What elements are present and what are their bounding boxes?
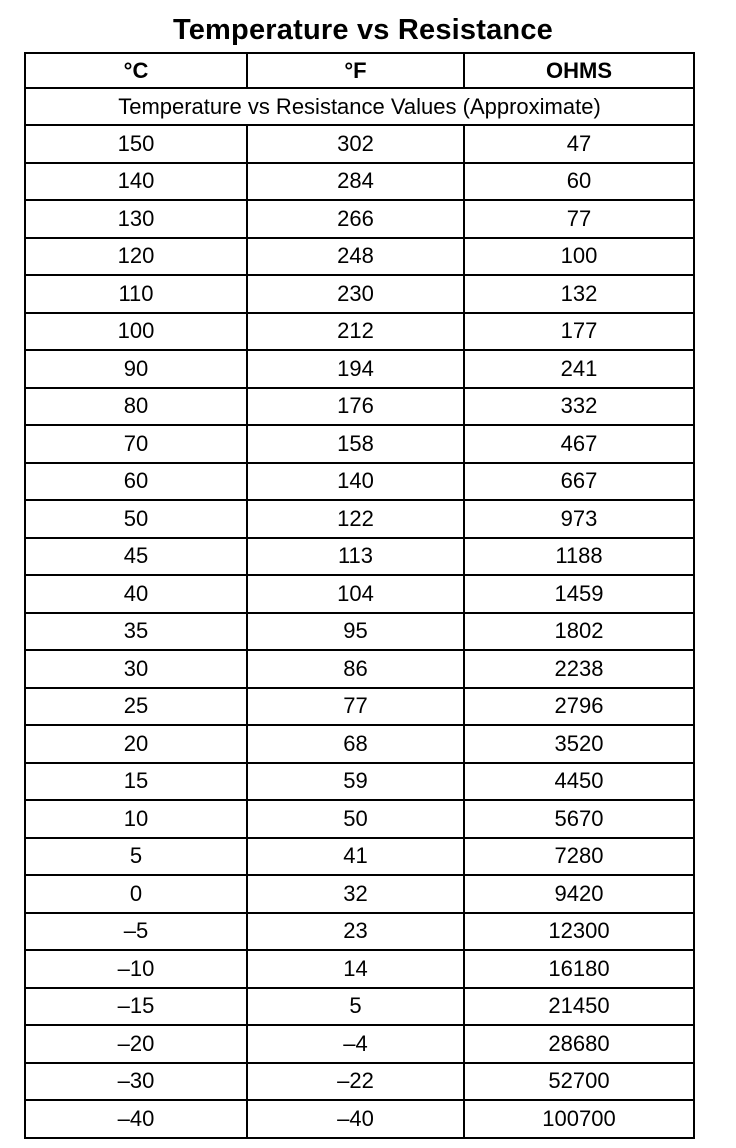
table-row [25,1025,694,1063]
table-row [25,650,694,688]
cell-fahrenheit: –4 [247,1025,464,1063]
table-row [25,988,694,1026]
table-row [25,875,694,913]
table-row [25,950,694,988]
table-row [25,613,694,651]
cell-ohms: 60 [464,163,694,201]
cell-fahrenheit: 14 [247,950,464,988]
cell-celsius: 80 [25,388,247,426]
cell-fahrenheit: 104 [247,575,464,613]
cell-celsius: –20 [25,1025,247,1063]
temperature-resistance-table [24,52,695,1139]
table-row [25,538,694,576]
header-fahrenheit: °F [247,53,464,88]
table-row [25,425,694,463]
cell-celsius: 120 [25,238,247,276]
cell-celsius: 50 [25,500,247,538]
cell-celsius: 130 [25,200,247,238]
cell-celsius: 40 [25,575,247,613]
cell-fahrenheit: 158 [247,425,464,463]
cell-ohms: 2796 [464,688,694,726]
cell-celsius: 20 [25,725,247,763]
cell-celsius: 35 [25,613,247,651]
table-row [25,163,694,201]
table-row [25,1063,694,1101]
cell-fahrenheit: 77 [247,688,464,726]
cell-ohms: 177 [464,313,694,351]
cell-fahrenheit: 140 [247,463,464,501]
cell-ohms: 77 [464,200,694,238]
cell-ohms: 241 [464,350,694,388]
cell-ohms: 667 [464,463,694,501]
cell-ohms: 5670 [464,800,694,838]
cell-celsius: –15 [25,988,247,1026]
cell-ohms: 100 [464,238,694,276]
cell-fahrenheit: 5 [247,988,464,1026]
cell-ohms: 7280 [464,838,694,876]
cell-fahrenheit: 86 [247,650,464,688]
cell-fahrenheit: 284 [247,163,464,201]
cell-ohms: 16180 [464,950,694,988]
cell-ohms: 3520 [464,725,694,763]
cell-ohms: 28680 [464,1025,694,1063]
cell-ohms: 132 [464,275,694,313]
cell-celsius: 10 [25,800,247,838]
cell-fahrenheit: 23 [247,913,464,951]
cell-celsius: 45 [25,538,247,576]
page-title: Temperature vs Resistance [172,14,554,46]
cell-celsius: 150 [25,125,247,163]
table-row [25,688,694,726]
cell-fahrenheit: 194 [247,350,464,388]
cell-fahrenheit: 50 [247,800,464,838]
cell-celsius: 140 [25,163,247,201]
cell-celsius: 5 [25,838,247,876]
table-row [25,350,694,388]
cell-fahrenheit: 59 [247,763,464,801]
header-ohms: OHMS [464,53,694,88]
table-row [25,500,694,538]
table-row [25,1100,694,1138]
cell-celsius: –10 [25,950,247,988]
cell-celsius: 60 [25,463,247,501]
cell-ohms: 1188 [464,538,694,576]
cell-celsius: –30 [25,1063,247,1101]
cell-celsius: 90 [25,350,247,388]
cell-fahrenheit: 68 [247,725,464,763]
table-row [25,200,694,238]
table-row [25,763,694,801]
cell-fahrenheit: 302 [247,125,464,163]
cell-ohms: 47 [464,125,694,163]
header-celsius: °C [25,53,247,88]
cell-ohms: 9420 [464,875,694,913]
table-row [25,575,694,613]
cell-ohms: 332 [464,388,694,426]
cell-ohms: 467 [464,425,694,463]
cell-ohms: 4450 [464,763,694,801]
cell-fahrenheit: –22 [247,1063,464,1101]
cell-celsius: 30 [25,650,247,688]
cell-celsius: 15 [25,763,247,801]
cell-ohms: 973 [464,500,694,538]
cell-fahrenheit: –40 [247,1100,464,1138]
cell-ohms: 52700 [464,1063,694,1101]
cell-celsius: –40 [25,1100,247,1138]
cell-celsius: 100 [25,313,247,351]
table-row [25,725,694,763]
table-row [25,463,694,501]
table-row [25,913,694,951]
cell-celsius: 110 [25,275,247,313]
table-header-row [25,53,694,88]
cell-fahrenheit: 32 [247,875,464,913]
table-row [25,275,694,313]
cell-ohms: 100700 [464,1100,694,1138]
cell-ohms: 1459 [464,575,694,613]
table-row [25,125,694,163]
cell-fahrenheit: 266 [247,200,464,238]
cell-fahrenheit: 248 [247,238,464,276]
cell-ohms: 12300 [464,913,694,951]
cell-celsius: 0 [25,875,247,913]
table-row [25,388,694,426]
cell-fahrenheit: 41 [247,838,464,876]
cell-ohms: 2238 [464,650,694,688]
table-row [25,838,694,876]
table-row [25,238,694,276]
cell-ohms: 1802 [464,613,694,651]
cell-fahrenheit: 113 [247,538,464,576]
table-subheader-row [25,88,694,125]
cell-fahrenheit: 212 [247,313,464,351]
cell-celsius: –5 [25,913,247,951]
table-subheader: Temperature vs Resistance Values (Approximate) [25,88,694,125]
table-row [25,313,694,351]
cell-celsius: 25 [25,688,247,726]
table-row [25,800,694,838]
cell-fahrenheit: 176 [247,388,464,426]
cell-celsius: 70 [25,425,247,463]
cell-ohms: 21450 [464,988,694,1026]
cell-fahrenheit: 122 [247,500,464,538]
cell-fahrenheit: 95 [247,613,464,651]
cell-fahrenheit: 230 [247,275,464,313]
